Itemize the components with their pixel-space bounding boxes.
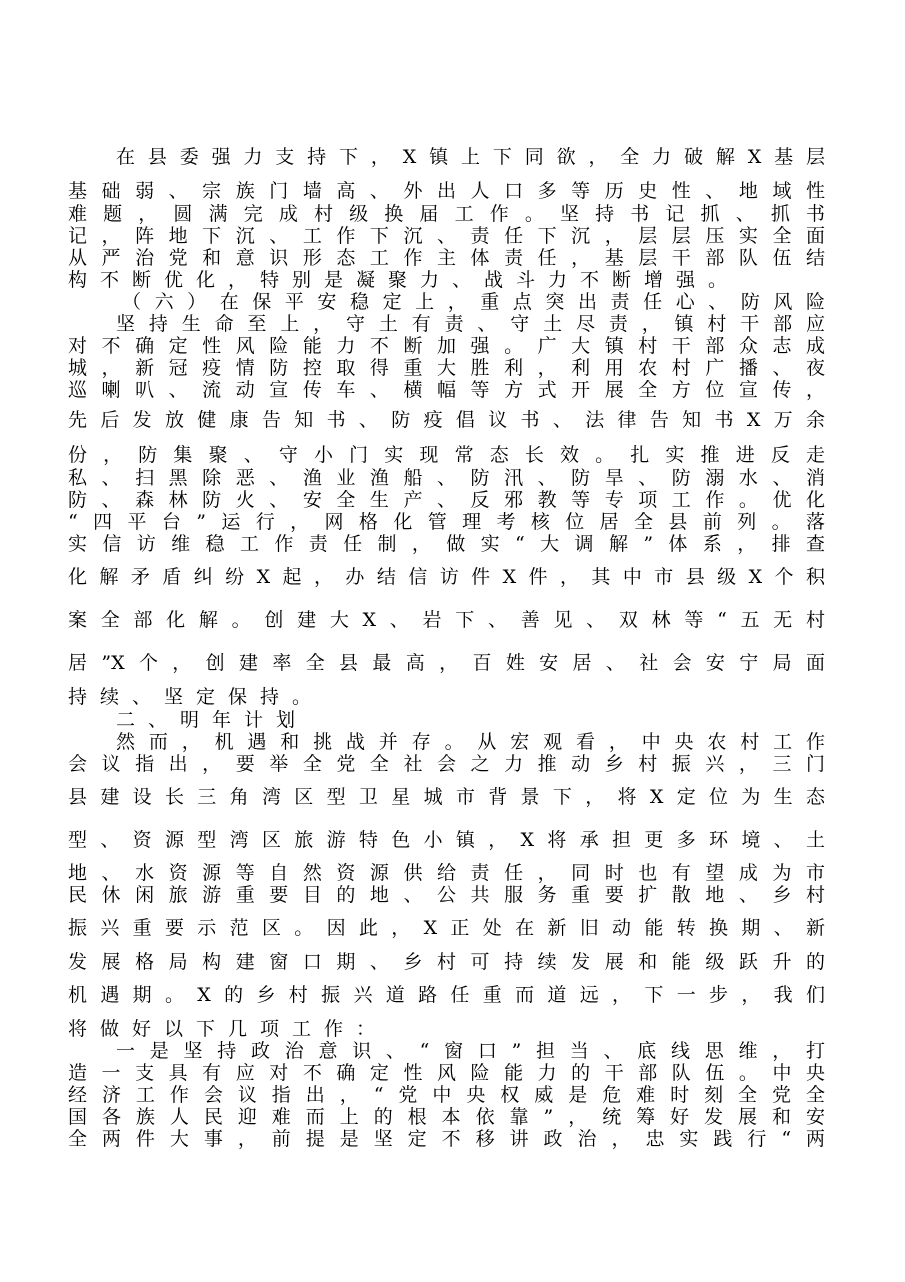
text-line: 持续、坚定保持。 [68, 686, 325, 708]
text-line: 私、扫黑除恶、渔业渔船、防汛、防旱、防溺水、消 [68, 467, 825, 489]
text-line: 县建设长三角湾区型卫星城市背景下，将X定位为生态 [68, 786, 825, 808]
text-line: 巡喇叭、流动宣传车、横幅等方式开展全方位宣传， [68, 379, 825, 401]
text-line: 振兴重要示范区。因此，X正处在新旧动能转换期、新 [68, 917, 825, 939]
text-line: 案全部化解。创建大X、岩下、善见、双林等“五无村 [68, 609, 825, 631]
text-line: 型、资源型湾区旅游特色小镇，X将承担更多环境、土 [68, 829, 825, 851]
text-line: 从严治党和意识形态工作主体责任，基层干部队伍结 [68, 247, 825, 269]
text-line: 然而，机遇和挑战并存。从宏观看，中央农村工作 [116, 731, 825, 753]
text-line: 一是坚持政治意识、“窗口”担当、底线思维，打 [116, 1040, 825, 1062]
text-line: 化解矛盾纠纷X起，办结信访件X件，其中市县级X个积 [68, 566, 825, 588]
text-line: 将做好以下几项工作： [68, 1018, 389, 1040]
text-line: 在县委强力支持下，X镇上下同欲，全力破解X基层 [116, 146, 825, 168]
text-line: 份，防集聚、守小门实现常态长效。扎实推进反走 [68, 444, 825, 466]
text-line: “四平台”运行，网格化管理考核位居全县前列。落 [68, 511, 825, 533]
text-line: 难题，圆满完成村级换届工作。坚持书记抓、抓书 [68, 203, 825, 225]
text-line: 城，新冠疫情防控取得重大胜利，利用农村广播、夜 [68, 357, 825, 379]
text-line: 机遇期。X的乡村振兴道路任重而道远，下一步，我们 [68, 984, 825, 1006]
section-heading: （六）在保平安稳定上，重点突出责任心、防风险 [122, 291, 825, 313]
text-line: 发展格局构建窗口期、乡村可持续发展和能级跃升的 [68, 951, 825, 973]
text-line: 对不确定性风险能力不断加强。广大镇村干部众志成 [68, 335, 825, 357]
text-line: 记，阵地下沉、工作下沉、责任下沉，层层压实全面 [68, 225, 825, 247]
text-line: 造一支具有应对不确定性风险能力的干部队伍。中央 [68, 1062, 825, 1084]
text-line: 民休闲旅游重要目的地、公共服务重要扩散地、乡村 [68, 884, 825, 906]
text-line: 会议指出，要举全党全社会之力推动乡村振兴，三门 [68, 753, 825, 775]
text-line: 实信访维稳工作责任制，做实“大调解”体系，排查 [68, 533, 825, 555]
text-line: 先后发放健康告知书、防疫倡议书、法律告知书X万余 [68, 409, 825, 431]
text-line: 居”X个，创建率全县最高，百姓安居、社会安宁局面 [68, 652, 825, 674]
text-line: 基础弱、宗族门墙高、外出人口多等历史性、地域性 [68, 180, 825, 202]
text-line: 地、水资源等自然资源供给责任，同时也有望成为市 [68, 862, 825, 884]
section-heading: 二、明年计划 [116, 709, 309, 731]
text-line: 坚持生命至上，守土有责、守土尽责，镇村干部应 [116, 313, 825, 335]
text-line: 国各族人民迎难而上的根本依靠”，统筹好发展和安 [68, 1106, 825, 1128]
text-line: 构不断优化，特别是凝聚力、战斗力不断增强。 [68, 269, 741, 291]
text-line: 防、森林防火、安全生产、反邪教等专项工作。优化 [68, 489, 825, 511]
text-line: 全两件大事，前提是坚定不移讲政治，忠实践行“两 [68, 1128, 825, 1150]
text-line: 经济工作会议指出，“党中央权威是危难时刻全党全 [68, 1084, 825, 1106]
